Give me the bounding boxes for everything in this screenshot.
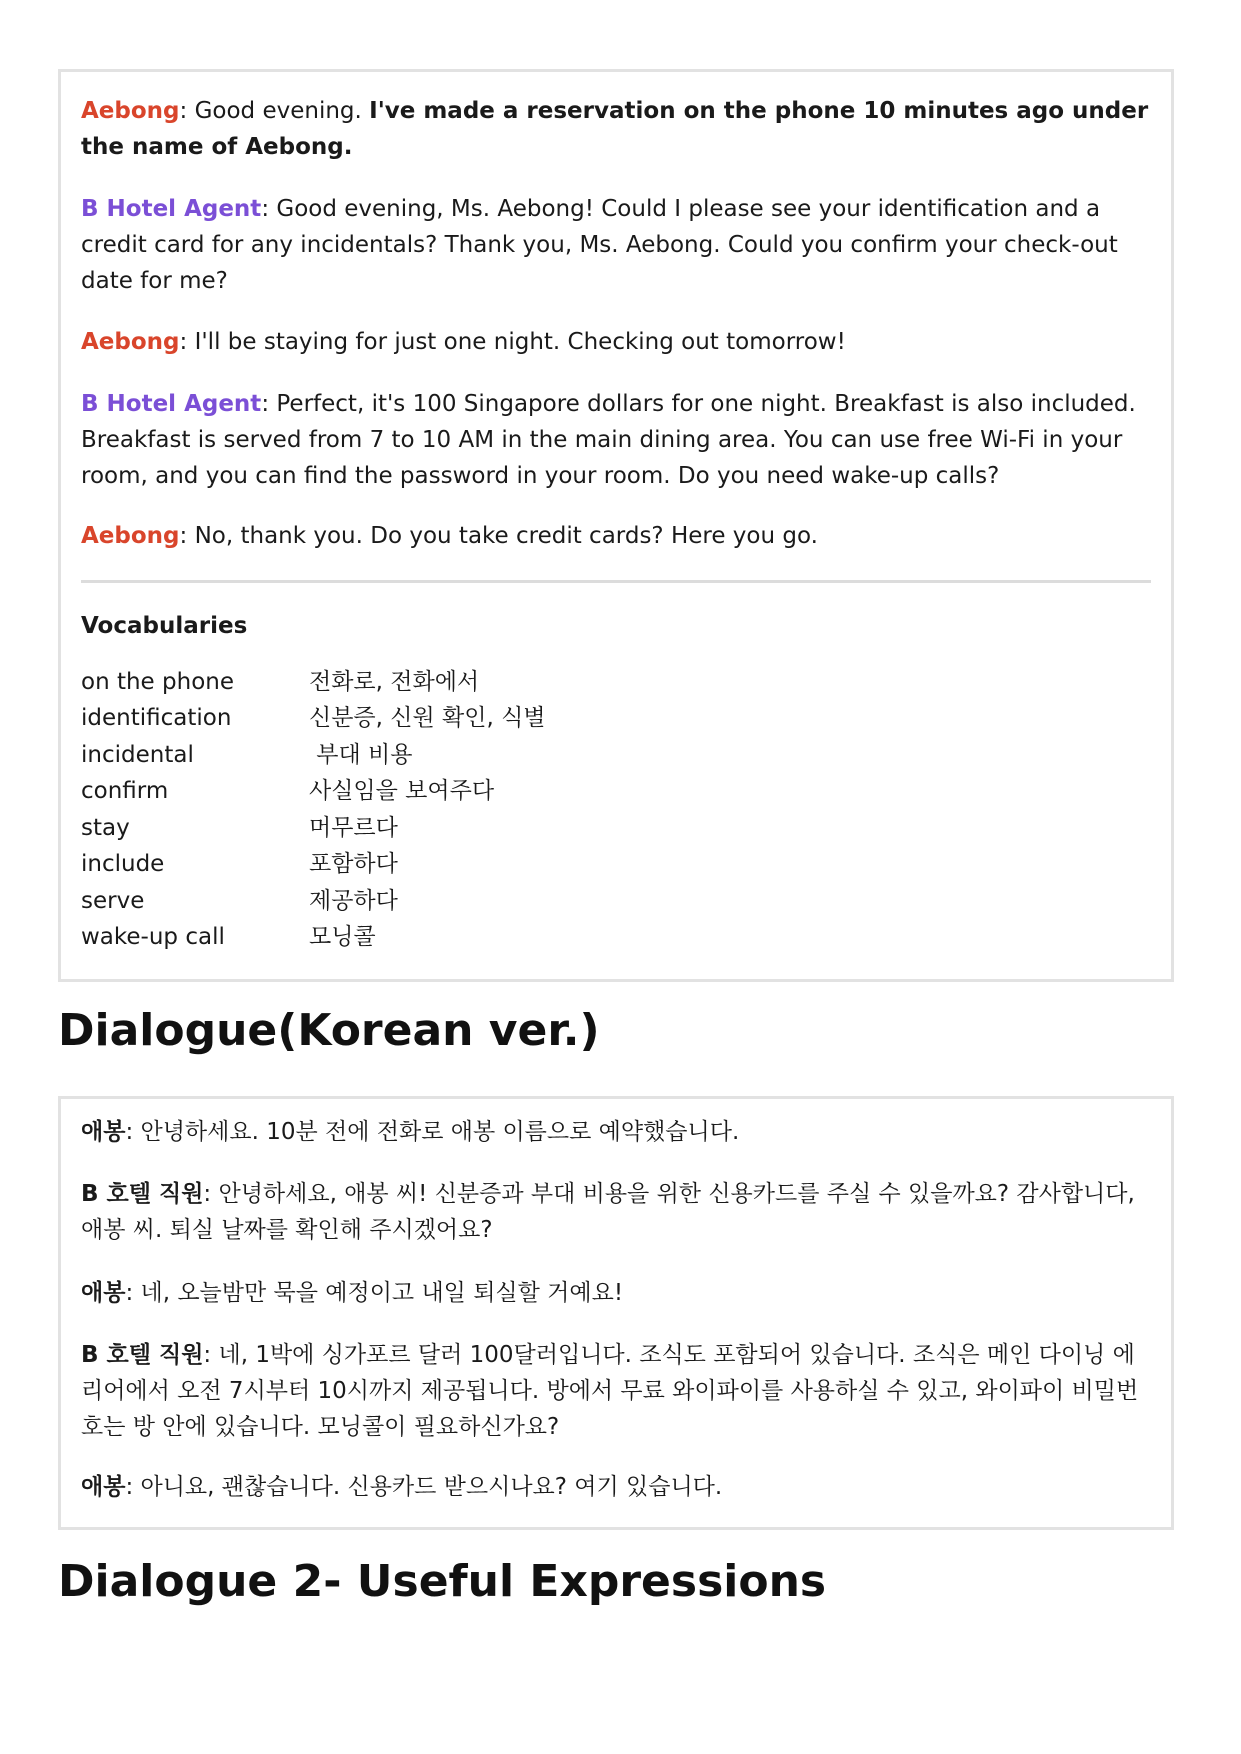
dialogue-line-1 bbox=[81, 1114, 1151, 1150]
dialogue-bold-text: I've made a reservation on the phone 10 minutes ago under the name of Aebong. bbox=[81, 98, 1149, 160]
dialogue-text: Perfect, it's 100 Singapore dollars for one night. Breakfast is also included. Breakfast is served from 7 to 10 AM in the main dining area. You can use free Wi-Fi in your room, and you can find the password in your room. Do you need wake-up calls? bbox=[81, 391, 1136, 489]
dialogue-line-4 bbox=[81, 386, 1151, 494]
vocab-row bbox=[81, 846, 398, 882]
speaker-aebong: 애봉 bbox=[81, 1474, 126, 1500]
vocab-term: include bbox=[81, 851, 165, 877]
separator: : bbox=[179, 98, 195, 124]
speaker-aebong: Aebong bbox=[81, 329, 180, 355]
vocab-meaning: 모닝콜 bbox=[309, 924, 376, 950]
dialogue-text: 안녕하세요, 애봉 씨! 신분증과 부대 비용을 위한 신용카드를 주실 수 있을까요? 감사합니다, 애봉 씨. 퇴실 날짜를 확인해 주시겠어요? bbox=[81, 1181, 1135, 1243]
vocab-term: stay bbox=[81, 815, 130, 841]
speaker-aebong: Aebong bbox=[81, 98, 180, 124]
heading-useful-expressions: Dialogue 2- Useful Expressions bbox=[58, 1556, 827, 1607]
vocab-meaning: 부대 비용 bbox=[309, 742, 413, 768]
separator: : bbox=[125, 1119, 141, 1145]
vocab-row bbox=[81, 773, 494, 809]
divider bbox=[81, 580, 1151, 583]
vocab-term: serve bbox=[81, 888, 145, 914]
vocab-meaning: 제공하다 bbox=[309, 888, 398, 914]
dialogue-line-1 bbox=[81, 93, 1151, 165]
dialogue-line-5 bbox=[81, 518, 1151, 554]
vocab-term: incidental bbox=[81, 742, 194, 768]
dialogue-line-2 bbox=[81, 191, 1151, 299]
vocab-meaning: 머무르다 bbox=[309, 815, 398, 841]
vocab-row bbox=[81, 919, 376, 955]
vocab-meaning: 사실임을 보여주다 bbox=[309, 778, 495, 804]
dialogue-text: I'll be staying for just one night. Checking out tomorrow! bbox=[194, 329, 846, 355]
dialogue-line-2 bbox=[81, 1176, 1151, 1248]
heading-korean-version: Dialogue(Korean ver.) bbox=[58, 1005, 600, 1056]
separator: : bbox=[179, 329, 195, 355]
speaker-hotel-agent: B Hotel Agent bbox=[81, 196, 262, 222]
speaker-hotel-agent: B 호텔 직원 bbox=[81, 1181, 204, 1207]
vocab-row bbox=[81, 700, 546, 736]
vocab-term: wake-up call bbox=[81, 924, 225, 950]
vocab-term: identification bbox=[81, 705, 232, 731]
vocab-meaning: 포함하다 bbox=[309, 851, 398, 877]
vocab-row bbox=[81, 883, 398, 919]
separator: : bbox=[179, 523, 195, 549]
dialogue-text: 안녕하세요. 10분 전에 전화로 애봉 이름으로 예약했습니다. bbox=[140, 1119, 740, 1145]
vocab-row bbox=[81, 810, 398, 846]
dialogue-text: 아니요, 괜찮습니다. 신용카드 받으시나요? 여기 있습니다. bbox=[140, 1474, 723, 1500]
vocab-row bbox=[81, 737, 413, 773]
vocab-term: confirm bbox=[81, 778, 169, 804]
speaker-aebong: 애봉 bbox=[81, 1119, 126, 1145]
vocab-meaning: 신분증, 신원 확인, 식별 bbox=[309, 705, 546, 731]
speaker-aebong: 애봉 bbox=[81, 1280, 126, 1306]
separator: : bbox=[261, 391, 277, 417]
separator: : bbox=[125, 1280, 141, 1306]
dialogue-line-3 bbox=[81, 324, 1151, 360]
separator: : bbox=[203, 1181, 219, 1207]
dialogue-line-5 bbox=[81, 1469, 1151, 1505]
dialogue-text: Good evening. bbox=[194, 98, 370, 124]
dialogue-line-4 bbox=[81, 1337, 1151, 1445]
vocab-meaning: 전화로, 전화에서 bbox=[309, 669, 480, 695]
separator: : bbox=[261, 196, 277, 222]
vocab-title: Vocabularies bbox=[81, 613, 248, 639]
separator: : bbox=[203, 1342, 219, 1368]
dialogue-text: No, thank you. Do you take credit cards? Here you go. bbox=[194, 523, 818, 549]
vocab-row bbox=[81, 664, 479, 700]
dialogue-line-3 bbox=[81, 1275, 1151, 1311]
dialogue-text: Good evening, Ms. Aebong! Could I please see your identification and a credit card for any incidentals? Thank you, Ms. Aebong. Could you confirm your check-out date for me? bbox=[81, 196, 1118, 294]
speaker-aebong: Aebong bbox=[81, 523, 180, 549]
speaker-hotel-agent: B 호텔 직원 bbox=[81, 1342, 204, 1368]
separator: : bbox=[125, 1474, 141, 1500]
dialogue-text: 네, 1박에 싱가포르 달러 100달러입니다. 조식도 포함되어 있습니다. 조식은 메인 다이닝 에리어에서 오전 7시부터 10시까지 제공됩니다. 방에서 무료 와이파이를 사용하실 수 있고, 와이파이 비밀번호는 방 안에 있습니다. 모닝콜이 필요하신가요? bbox=[81, 1342, 1139, 1440]
vocab-term: on the phone bbox=[81, 669, 234, 695]
english-dialogue-box bbox=[58, 69, 1174, 982]
speaker-hotel-agent: B Hotel Agent bbox=[81, 391, 262, 417]
dialogue-text: 네, 오늘밤만 묵을 예정이고 내일 퇴실할 거예요! bbox=[140, 1280, 624, 1306]
korean-dialogue-box bbox=[58, 1096, 1174, 1530]
